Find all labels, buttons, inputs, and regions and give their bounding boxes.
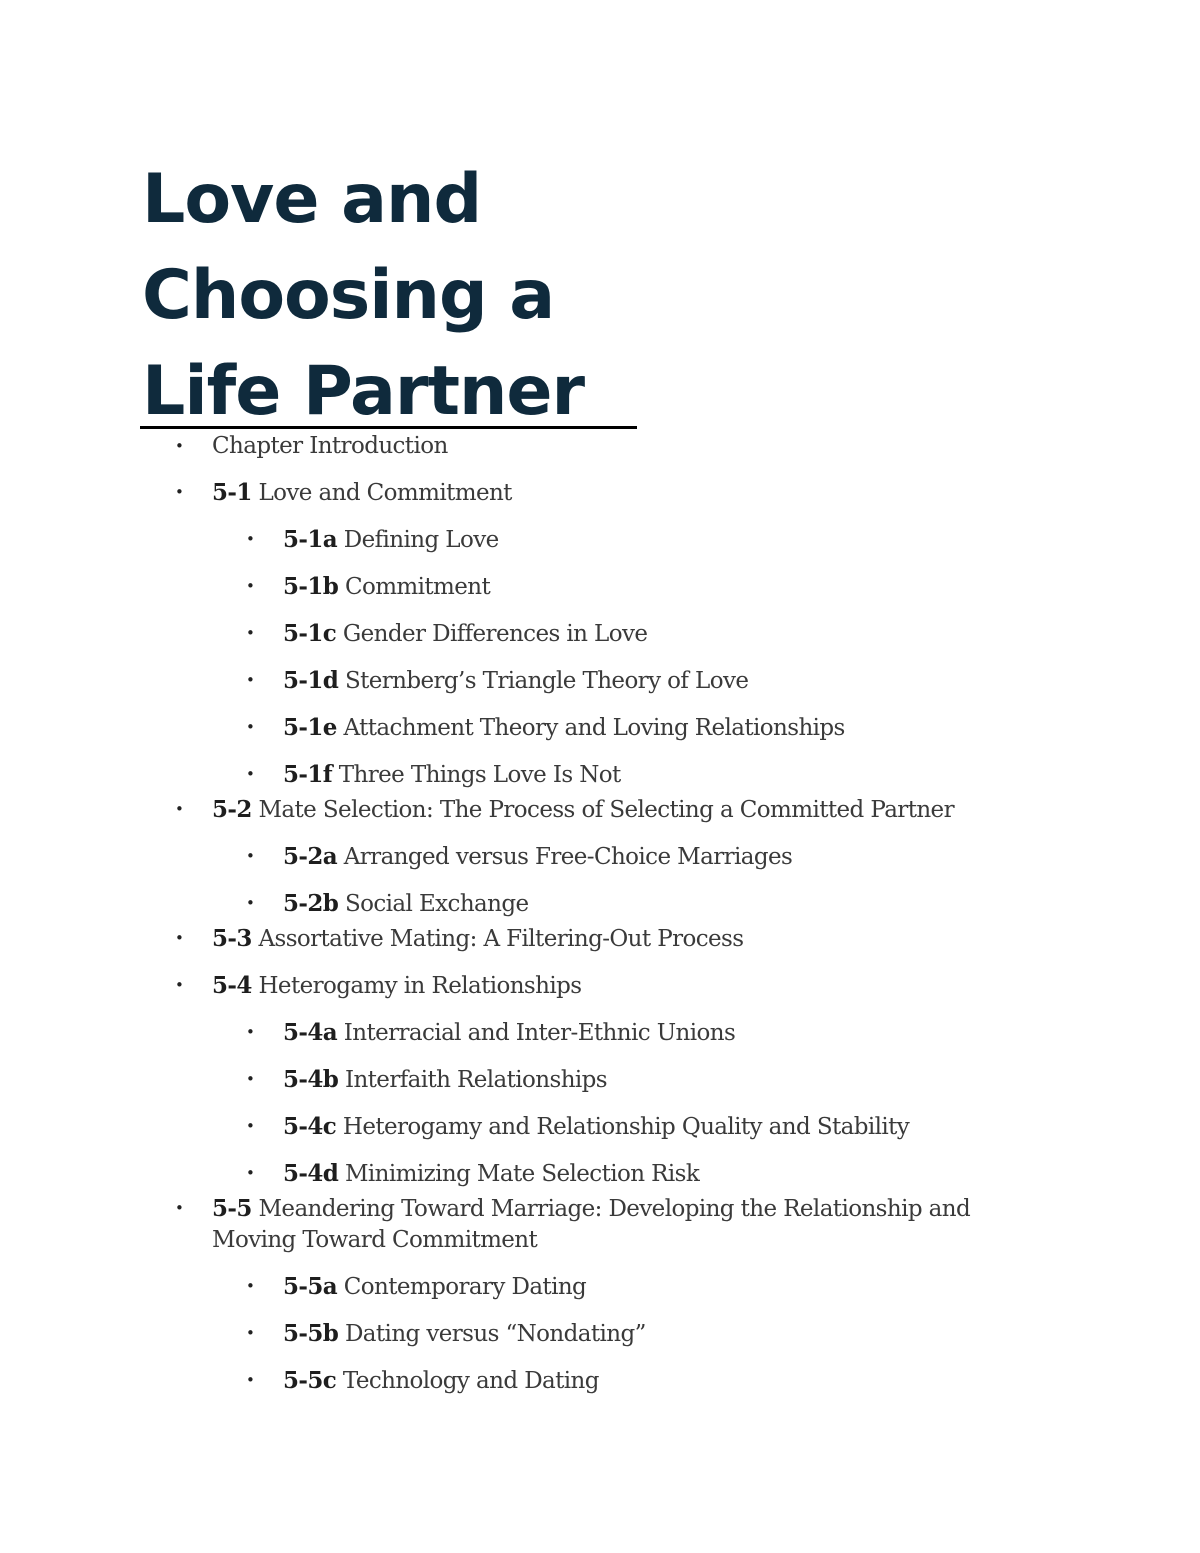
title-line-3: Life Partner	[142, 352, 585, 431]
bullet-icon: •	[175, 437, 184, 455]
toc-subsection-item	[0, 524, 1200, 556]
section-number: 5-5a	[283, 1273, 338, 1300]
toc-section-item	[0, 794, 1200, 826]
bullet-icon: •	[246, 894, 255, 912]
section-number: 5-5c	[283, 1367, 337, 1394]
section-number: 5-1e	[283, 714, 337, 741]
bullet-icon: •	[246, 765, 255, 783]
toc-subsection-item	[0, 1365, 1200, 1397]
section-number: 5-2	[212, 796, 252, 823]
section-title: Three Things Love Is Not	[332, 762, 621, 788]
page-title	[142, 152, 584, 440]
toc-subsection-item	[0, 888, 1200, 920]
toc-subsection-item	[0, 1271, 1200, 1303]
bullet-icon: •	[175, 976, 184, 994]
table-of-contents	[0, 428, 1200, 1397]
bullet-icon: •	[246, 624, 255, 642]
section-number: 5-2a	[283, 843, 338, 870]
section-number: 5-4c	[283, 1113, 337, 1140]
bullet-icon: •	[246, 530, 255, 548]
bullet-icon: •	[175, 1199, 184, 1217]
section-title: Mate Selection: The Process of Selecting a Committed Partner	[251, 797, 954, 823]
bullet-icon: •	[246, 1164, 255, 1182]
bullet-icon: •	[246, 671, 255, 689]
section-title: Gender Differences in Love	[336, 621, 648, 647]
section-title: Technology and Dating	[336, 1368, 599, 1394]
title-line-2: Choosing a	[142, 256, 555, 335]
toc-subsection-item	[0, 1111, 1200, 1143]
bullet-icon: •	[246, 1023, 255, 1041]
toc-section-item	[0, 923, 1200, 955]
section-title: Attachment Theory and Loving Relationships	[336, 715, 845, 741]
section-title: Arranged versus Free-Choice Marriages	[337, 844, 793, 870]
toc-subsection-item	[0, 841, 1200, 873]
section-title: Interracial and Inter-Ethnic Unions	[337, 1020, 736, 1046]
toc-subsection-item	[0, 1064, 1200, 1096]
section-title: Interfaith Relationships	[338, 1067, 608, 1093]
section-number: 5-2b	[283, 890, 339, 917]
section-number: 5-5	[212, 1195, 252, 1222]
section-title: Meandering Toward Marriage: Developing the Relationship and Moving Toward Commitment	[212, 1196, 971, 1253]
bullet-icon: •	[246, 1117, 255, 1135]
section-number: 5-1d	[283, 667, 339, 694]
section-title: Chapter Introduction	[212, 433, 448, 459]
section-number: 5-3	[212, 925, 252, 952]
bullet-icon: •	[246, 847, 255, 865]
section-title: Assortative Mating: A Filtering-Out Process	[251, 926, 744, 952]
section-number: 5-4d	[283, 1160, 339, 1187]
section-title: Love and Commitment	[251, 480, 512, 506]
section-title: Social Exchange	[338, 891, 529, 917]
section-number: 5-5b	[283, 1320, 339, 1347]
section-number: 5-1b	[283, 573, 339, 600]
section-title: Heterogamy and Relationship Quality and Stability	[336, 1114, 910, 1140]
bullet-icon: •	[246, 1070, 255, 1088]
toc-section-item	[0, 477, 1200, 509]
bullet-icon: •	[175, 483, 184, 501]
bullet-icon: •	[246, 718, 255, 736]
toc-subsection-item	[0, 618, 1200, 650]
section-number: 5-1a	[283, 526, 338, 553]
section-title: Contemporary Dating	[337, 1274, 587, 1300]
bullet-icon: •	[175, 929, 184, 947]
toc-section-item	[0, 431, 1200, 462]
section-title: Heterogamy in Relationships	[251, 973, 582, 999]
toc-section-item	[0, 970, 1200, 1002]
section-title: Defining Love	[337, 527, 499, 553]
section-title: Commitment	[338, 574, 491, 600]
bullet-icon: •	[246, 1371, 255, 1389]
section-title: Sternberg’s Triangle Theory of Love	[338, 668, 749, 694]
bullet-icon: •	[246, 577, 255, 595]
bullet-icon: •	[246, 1324, 255, 1342]
toc-subsection-item	[0, 759, 1200, 791]
toc-subsection-item	[0, 571, 1200, 603]
section-number: 5-1c	[283, 620, 337, 647]
section-number: 5-4a	[283, 1019, 338, 1046]
toc-subsection-item	[0, 665, 1200, 697]
section-title: Dating versus “Nondating”	[338, 1321, 646, 1347]
toc-subsection-item	[0, 1318, 1200, 1350]
toc-section-item	[0, 1193, 992, 1256]
section-title: Minimizing Mate Selection Risk	[338, 1161, 700, 1187]
bullet-icon: •	[246, 1277, 255, 1295]
section-number: 5-1f	[283, 761, 333, 788]
title-line-1: Love and	[142, 160, 482, 239]
section-number: 5-1	[212, 479, 252, 506]
section-number: 5-4b	[283, 1066, 339, 1093]
bullet-icon: •	[175, 800, 184, 818]
section-number: 5-4	[212, 972, 252, 999]
toc-subsection-item	[0, 1158, 1200, 1190]
toc-subsection-item	[0, 1017, 1200, 1049]
toc-subsection-item	[0, 712, 1200, 744]
